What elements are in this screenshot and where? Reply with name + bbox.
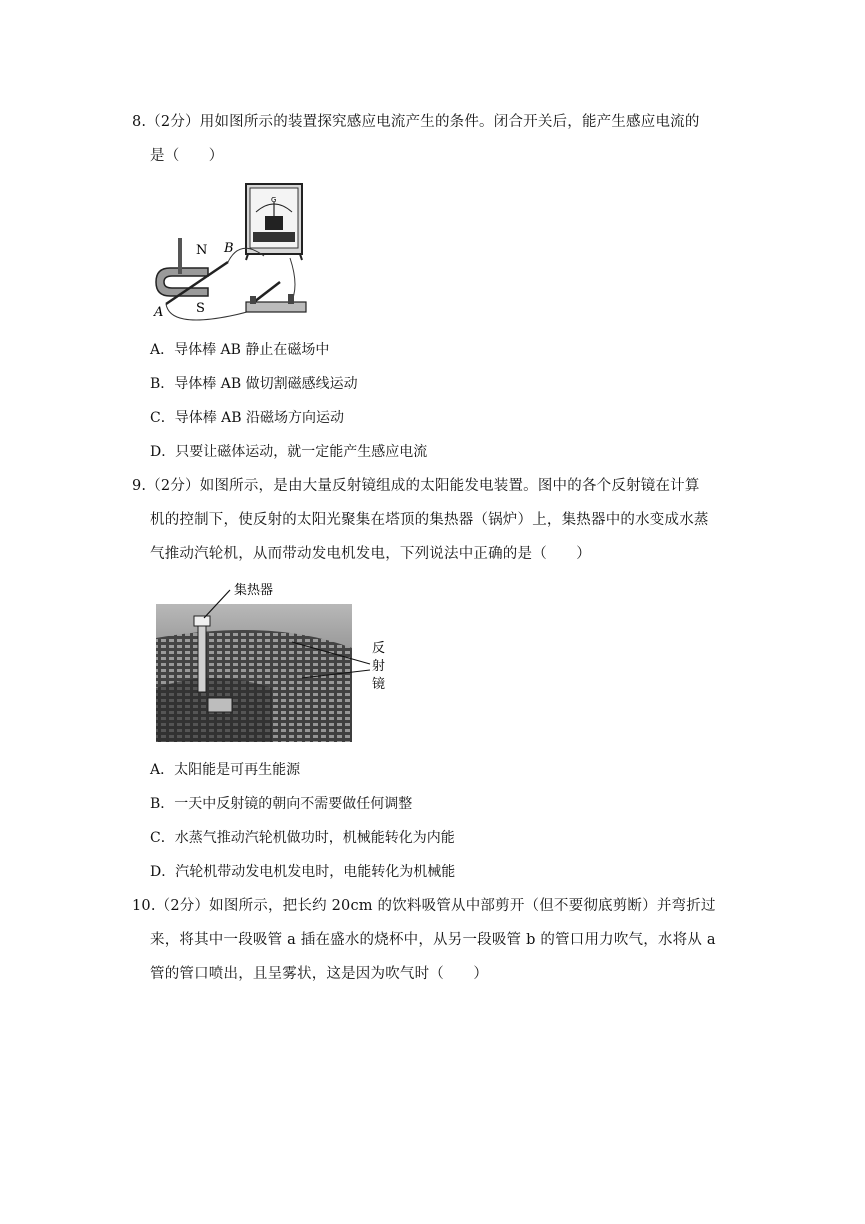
q8-option-c: C．导体棒 AB 沿磁场方向运动 (150, 410, 345, 426)
magnet-s-label: S (196, 301, 205, 316)
q10-stem-line-3: 管的管口喷出，且呈雾状，这是因为吹气时（ ） (150, 966, 489, 982)
q9-solar-plant-figure (152, 578, 392, 746)
q9-option-d: D．汽轮机带动发电机发电时，电能转化为机械能 (150, 864, 456, 880)
mirror-label-2: 射 (372, 659, 386, 674)
q9-stem-line-2: 机的控制下，使反射的太阳光聚集在塔顶的集热器（锅炉）上，集热器中的水变成水蒸 (150, 512, 709, 528)
mirror-label-1: 反 (372, 641, 386, 656)
q8-option-a: A．导体棒 AB 静止在磁场中 (150, 342, 330, 358)
q8-option-b: B．导体棒 AB 做切割磁感线运动 (150, 376, 358, 392)
tower-icon (198, 622, 206, 692)
q8-stem-line-2: 是（ ） (150, 148, 224, 164)
q10-stem-line-2: 来，将其中一段吸管 a 插在盛水的烧杯中，从另一段吸管 b 的管口用力吹气，水将从 a (150, 932, 716, 948)
rod-end-b-label: B (224, 241, 234, 256)
q8-induction-apparatus-figure (150, 178, 320, 326)
q8-stem-line-1: 8.（2分）用如图所示的装置探究感应电流产生的条件。闭合开关后，能产生感应电流的 (132, 114, 700, 130)
q9-stem-line-1: 9.（2分）如图所示，是由大量反射镜组成的太阳能发电装置。图中的各个反射镜在计算 (132, 478, 700, 494)
collector-label: 集热器 (234, 583, 274, 598)
switch-icon (246, 282, 306, 312)
galvanometer-g-label: G (271, 196, 277, 204)
q9-option-a: A．太阳能是可再生能源 (150, 762, 301, 778)
q9-stem-line-3: 气推动汽轮机，从而带动发电机发电，下列说法中正确的是（ ） (150, 546, 591, 562)
rod-end-a-label: A (154, 305, 164, 320)
magnet-n-label: N (196, 243, 208, 258)
mirror-label-3: 镜 (372, 677, 386, 692)
q10-stem-line-1: 10.（2分）如图所示，把长约 20cm 的饮料吸管从中部剪开（但不要彻底剪断）并弯折过 (132, 898, 716, 914)
q9-option-b: B．一天中反射镜的朝向不需要做任何调整 (150, 796, 413, 812)
q8-option-d: D．只要让磁体运动，就一定能产生感应电流 (150, 444, 428, 460)
q9-option-c: C．水蒸气推动汽轮机做功时，机械能转化为内能 (150, 830, 455, 846)
